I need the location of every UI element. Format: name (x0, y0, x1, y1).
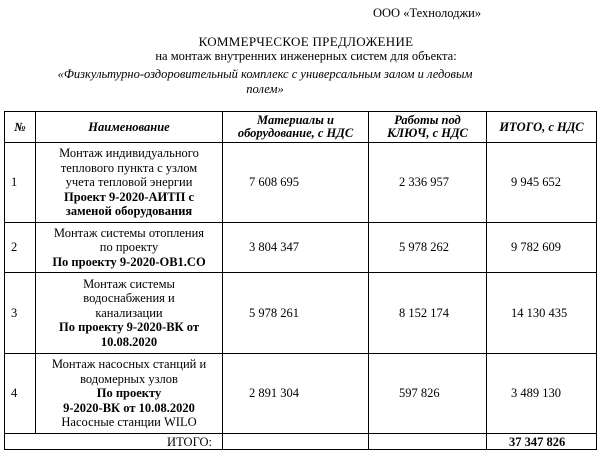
row-works: 597 826 (369, 354, 487, 434)
column-header-materials-line-1: Материалы и (257, 113, 334, 127)
grand-total-row (5, 434, 597, 450)
grand-total-value: 37 347 826 (487, 434, 597, 450)
row-project-line: 9-2020-ВК от 10.08.2020 (63, 400, 195, 415)
row-project-line: 10.08.2020 (100, 334, 158, 349)
row-name-line: по проекту (99, 240, 159, 255)
column-header-works (369, 112, 487, 143)
object-name-line-1: «Физкультурно-оздоровительный комплекс с универсальным залом и ледовым (57, 67, 473, 81)
offer-table (4, 111, 597, 450)
row-materials: 5 978 261 (223, 273, 369, 354)
row-name-line: Монтаж насосных станций и (51, 357, 207, 372)
row-number: 1 (5, 143, 36, 223)
document-title: КОММЕРЧЕСКОЕ ПРЕДЛОЖЕНИЕ (198, 34, 414, 49)
row-project-line: По проекту 9-2020-ОВ1.СО (52, 254, 206, 269)
grand-total-label: ИТОГО: (5, 434, 223, 450)
table-row (5, 143, 597, 223)
row-name (36, 273, 223, 354)
column-header-no: № (5, 112, 36, 143)
row-total: 3 489 130 (487, 354, 597, 434)
table-row (5, 354, 597, 434)
row-name (36, 223, 223, 273)
object-name (10, 67, 520, 97)
row-total: 9 945 652 (487, 143, 597, 223)
row-name-line: водомерных узлов (80, 371, 178, 386)
grand-total-empty-works (369, 434, 487, 450)
row-name (36, 143, 223, 223)
row-materials: 7 608 695 (223, 143, 369, 223)
row-name-line: Монтаж индивидуального (59, 146, 199, 161)
row-project-line: заменой оборудования (65, 204, 193, 219)
column-header-works-line-2: КЛЮЧ, с НДС (387, 126, 468, 140)
row-project-line: По проекту 9-2020-ВК от (59, 320, 199, 335)
table-row (5, 273, 597, 354)
row-total: 14 130 435 (487, 273, 597, 354)
grand-total-empty-materials (223, 434, 369, 450)
table-header-row (5, 112, 597, 143)
row-project-line: Проект 9-2020-АИТП с (64, 189, 194, 204)
row-materials: 2 891 304 (223, 354, 369, 434)
row-works: 2 336 957 (369, 143, 487, 223)
table-row (5, 223, 597, 273)
column-header-total: ИТОГО, с НДС (487, 112, 597, 143)
row-extra-line: Насосные станции WILO (61, 415, 197, 430)
row-total: 9 782 609 (487, 223, 597, 273)
row-works: 5 978 262 (369, 223, 487, 273)
column-header-name: Наименование (36, 112, 223, 143)
document-subtitle: на монтаж внутренних инженерных систем для объекта: (155, 49, 457, 63)
row-name-line: теплового пункта с узлом (60, 160, 198, 175)
row-name-line: Монтаж системы (83, 276, 175, 291)
row-number: 3 (5, 273, 36, 354)
object-name-line-2: полем» (246, 82, 284, 96)
row-name-line: водоснабжения и (83, 291, 175, 306)
row-name (36, 354, 223, 434)
row-name-line: Монтаж системы отопления (53, 225, 205, 240)
column-header-works-line-1: Работы под (394, 113, 461, 127)
column-header-materials (223, 112, 369, 143)
row-number: 4 (5, 354, 36, 434)
row-name-line: канализации (95, 305, 163, 320)
company-name: ООО «Технолоджи» (373, 6, 482, 20)
row-project-line: По проекту (96, 386, 162, 401)
row-materials: 3 804 347 (223, 223, 369, 273)
row-number: 2 (5, 223, 36, 273)
column-header-materials-line-2: оборудование, с НДС (237, 126, 354, 140)
row-name-line: учета тепловой энергии (65, 175, 193, 190)
row-works: 8 152 174 (369, 273, 487, 354)
